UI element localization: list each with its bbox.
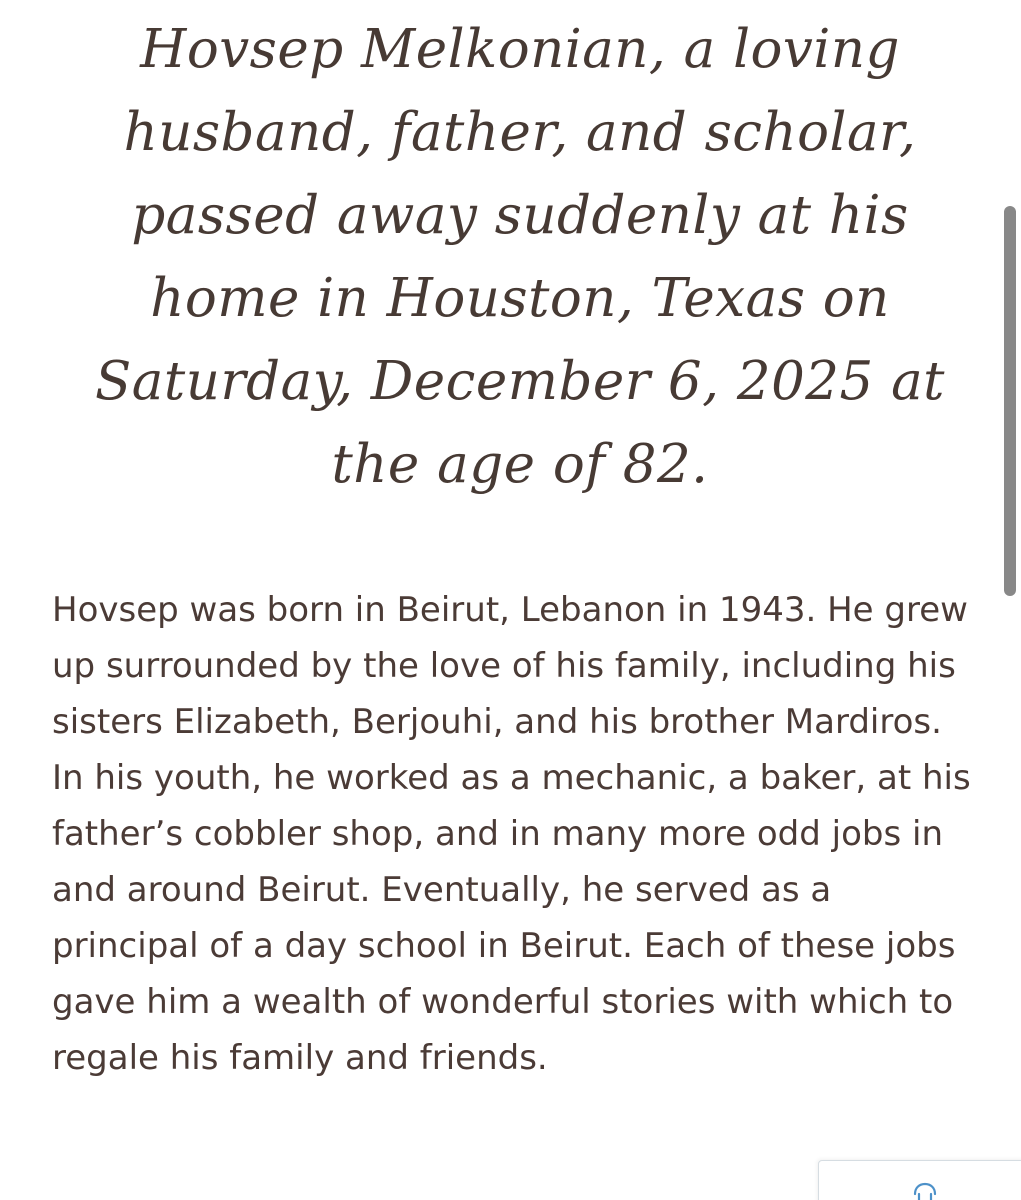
obituary-headline: Hovsep Melkonian, a loving husband, father, and scholar, passed away suddenly at his home in Houston, Texas on Saturday, December 6, 2025 at the age of 82.: [95, 19, 945, 495]
vertical-scrollbar[interactable]: [1004, 206, 1017, 596]
obituary-body: Hovsep was born in Beirut, Lebanon in 1943. He grew up surrounded by the love of his family, including his sisters Elizabeth, Berjouhi, and his brother Mardiros. In his youth, he worked as a mechanic, a baker, at his father’s cobbler shop, and in many more odd jobs in and around Beirut. Eventually, he served as a principal of a day school in Beirut. Each of these jobs gave him a wealth of wonderful stories with which to regale his family and friends.: [52, 590, 971, 1078]
chat-icon[interactable]: [911, 1181, 939, 1200]
headline-section: [60, 8, 980, 506]
floating-widget[interactable]: [818, 1160, 1021, 1200]
scroll-thumb[interactable]: [1004, 206, 1016, 596]
